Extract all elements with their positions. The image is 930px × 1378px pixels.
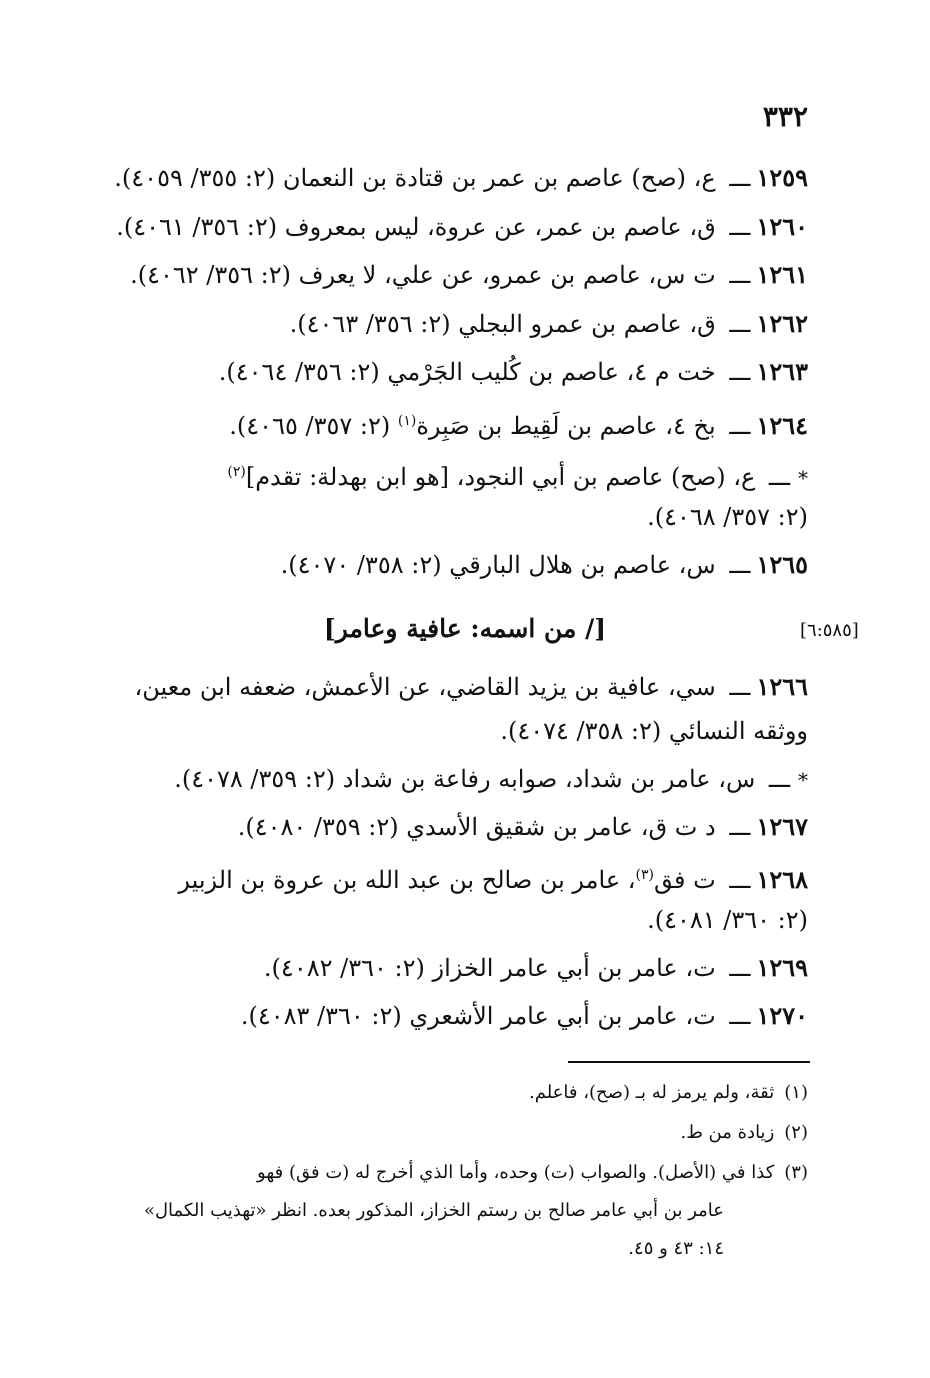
section-heading: [/ من اسمه: عافية وعامر]: [323, 614, 607, 643]
footnote-continuation: عامر بن أبي عامر صالح بن رستم الخزاز، المذكور بعده. انظر «تهذيب الكمال»: [143, 1200, 724, 1221]
footnote-number: (١): [784, 1082, 808, 1103]
footnote-rule: [568, 1061, 810, 1063]
entry-text: ق، عاصم بن عمر، عن عروة، ليس بمعروف (٢: ٣٥٦/ ٤٠٦١).: [116, 213, 716, 241]
entry-text: ت س، عاصم بن عمرو، عن علي، لا يعرف (٢: ٣٥٦/ ٤٠٦٢).: [130, 261, 716, 289]
entry-continuation: (٢: ٣٥٧/ ٤٠٦٨).: [647, 503, 808, 531]
entry-continuation: ووثقه النسائي (٢: ٣٥٨/ ٤٠٧٤).: [500, 717, 808, 745]
footnote-2: [680, 1119, 808, 1147]
entry-number: ١٢٦٧: [756, 812, 808, 841]
entry-1266: ١٢٦٦ـــ سي، عافية بن يزيد القاضي، عن الأعمش، ضعفه ابن معين،: [134, 672, 808, 701]
entry-1270: ١٢٧٠ـــ ت، عامر بن أبي عامر الأشعري (٢: ٣٦٠/ ٤٠٨٣).: [240, 1001, 808, 1030]
entry-1263: ١٢٦٣ـــ خت م ٤، عاصم بن كُليب الجَرْمي (٢: ٣٥٦/ ٤٠٦٤).: [218, 357, 808, 386]
entry-text: د ت ق، عامر بن شقيق الأسدي (٢: ٣٥٩/ ٤٠٨٠).: [237, 813, 716, 841]
entry-number: ١٢٦٥: [756, 550, 808, 579]
star-marker: *: [798, 768, 808, 792]
footnote-text: كذا في (الأصل). والصواب (ت) وحده، وأما الذي أخرج له (ت فق) فهو: [257, 1162, 775, 1183]
entry-1265: ١٢٦٥ـــ س، عاصم بن هلال البارقي (٢: ٣٥٨/ ٤٠٧٠).: [280, 550, 808, 579]
entry-1260: ١٢٦٠ـــ ق، عاصم بن عمر، عن عروة، ليس بمعروف (٢: ٣٥٦/ ٤٠٦١).: [116, 212, 808, 241]
entry-number: ١٢٦٢: [756, 309, 808, 338]
entry-text: (٢: ٣٥٧/ ٤٠٦٥).: [229, 412, 398, 440]
entry-1264: ١٢٦٤ـــ بخ ٤، عاصم بن لَقِيط بن صَبِرة$^{(١)}$ (٢: ٣٥٧/ ٤٠٦٥).: [229, 411, 808, 440]
entry-number: ١٢٥٩: [756, 163, 808, 192]
footnote-number: (٣): [784, 1162, 808, 1183]
entry-1262: ١٢٦٢ـــ ق، عاصم بن عمرو البجلي (٢: ٣٥٦/ ٤٠٦٣).: [289, 309, 808, 338]
footnote-1: [529, 1079, 808, 1107]
entry-text: ق، عاصم بن عمرو البجلي (٢: ٣٥٦/ ٤٠٦٣).: [289, 310, 716, 338]
entry-number: ١٢٧٠: [756, 1001, 808, 1030]
star-marker: *: [798, 466, 808, 490]
entry-text: ع، (صح) عاصم بن أبي النجود، [هو ابن بهدلة: تقدم]: [245, 463, 756, 491]
entry-text: ع، (صح) عاصم بن عمر بن قتادة بن النعمان (٢: ٣٥٥/ ٤٠٥٩).: [114, 164, 716, 192]
footnote-continuation: ١٤: ٤٣ و ٤٥.: [628, 1238, 724, 1259]
entry-1267: ١٢٦٧ـــ د ت ق، عامر بن شقيق الأسدي (٢: ٣٥٩/ ٤٠٨٠).: [237, 812, 808, 841]
entry-number: ١٢٦٨: [756, 865, 808, 894]
entry-1259: ١٢٥٩ـــ ع، (صح) عاصم بن عمر بن قتادة بن النعمان (٢: ٣٥٥/ ٤٠٥٩).: [114, 163, 808, 192]
entry-continuation: (٢: ٣٦٠/ ٤٠٨١).: [647, 906, 808, 934]
footnote-3: [257, 1159, 808, 1187]
footnote-ref: (٣): [635, 867, 654, 883]
entry-number: ١٢٦٣: [756, 357, 808, 386]
entry-number: ١٢٦٤: [756, 411, 808, 440]
entry-text: سي، عافية بن يزيد القاضي، عن الأعمش، ضعفه ابن معين،: [134, 673, 716, 701]
entry-1269: ١٢٦٩ـــ ت، عامر بن أبي عامر الخزاز (٢: ٣٦٠/ ٤٠٨٢).: [263, 953, 808, 982]
entry-text: ت، عامر بن أبي عامر الخزاز (٢: ٣٦٠/ ٤٠٨٢).: [263, 954, 716, 982]
footnote-ref: (٢): [227, 464, 246, 480]
footnote-ref: (١): [397, 413, 417, 429]
footnote-text: ثقة، ولم يرمز له بـ (صح)، فاعلم.: [529, 1082, 775, 1103]
entry-text: ت، عامر بن أبي عامر الأشعري (٢: ٣٦٠/ ٤٠٨٣).: [240, 1002, 716, 1030]
entry-text: بخ ٤، عاصم بن لَقِيط بن صَبِرة: [416, 412, 716, 440]
entry-text: ، عامر بن صالح بن عبد الله بن عروة بن الزبير: [178, 866, 636, 894]
entry-1261: ١٢٦١ـــ ت س، عاصم بن عمرو، عن علي، لا يعرف (٢: ٣٥٦/ ٤٠٦٢).: [130, 260, 808, 289]
entry-number: ١٢٦١: [756, 260, 808, 289]
entry-number: ١٢٦٩: [756, 953, 808, 982]
entry-text: س، عامر بن شداد، صوابه رفاعة بن شداد (٢: ٣٥٩/ ٤٠٧٨).: [174, 765, 756, 793]
entry-star-2: *ـــ س، عامر بن شداد، صوابه رفاعة بن شداد (٢: ٣٥٩/ ٤٠٧٨).: [174, 765, 808, 793]
margin-reference: [٦:٥٨٥]: [800, 620, 859, 641]
page-number: ٣٣٢: [762, 100, 808, 133]
entry-text: ت فق: [653, 866, 716, 894]
footnote-text: زيادة من ط.: [680, 1122, 775, 1143]
entry-1268: ١٢٦٨ـــ ت فق$^{(٣)}$، عامر بن صالح بن عبد الله بن عروة بن الزبير: [178, 865, 808, 894]
entry-text: خت م ٤، عاصم بن كُليب الجَرْمي (٢: ٣٥٦/ ٤٠٦٤).: [218, 358, 716, 386]
entry-number: ١٢٦٠: [756, 212, 808, 241]
footnote-number: (٢): [784, 1122, 808, 1143]
entry-star-1: *ـــ ع، (صح) عاصم بن أبي النجود، [هو ابن بهدلة: تقدم]$^{(٢)}$: [227, 463, 808, 491]
entry-text: س، عاصم بن هلال البارقي (٢: ٣٥٨/ ٤٠٧٠).: [280, 551, 716, 579]
entry-number: ١٢٦٦: [756, 672, 808, 701]
